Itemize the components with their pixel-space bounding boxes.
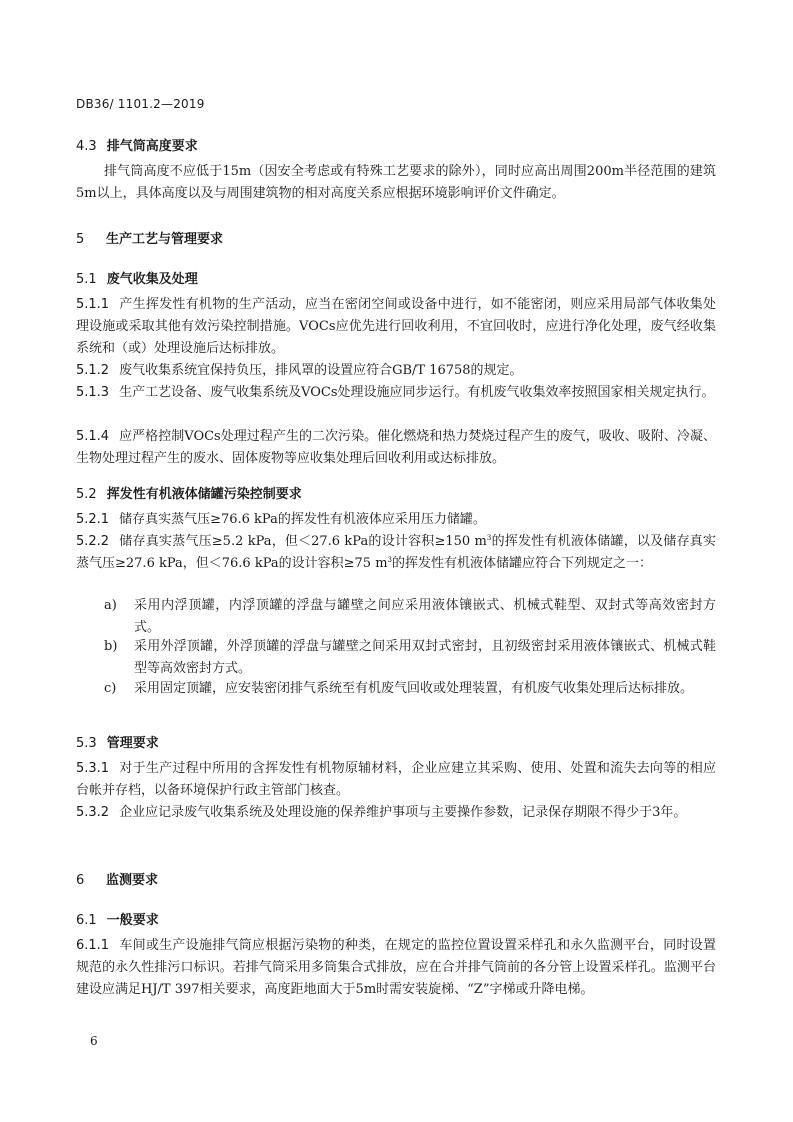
- list-marker: b): [104, 639, 118, 654]
- section-number: 6: [76, 873, 85, 888]
- clause-text: 废气收集系统宜保持负压，排风罩的设置应符合GB/T 16758的规定。: [119, 363, 523, 378]
- superscript: 3: [387, 556, 392, 564]
- heading-5-3: [76, 732, 159, 751]
- clause-text: 储存真实蒸气压≥76.6 kPa的挥发性有机液体应采用压力储罐。: [119, 512, 486, 527]
- clause-number: 5.1.4: [76, 429, 110, 444]
- section-title: 管理要求: [106, 736, 159, 751]
- heading-6-1: [76, 909, 159, 928]
- clause-text: 生产工艺设备、废气收集系统及VOCs处理设施应同步运行。有机废气收集效率按照国家相关规定执行。: [119, 385, 715, 400]
- list-item-text: 采用内浮顶罐，内浮顶罐的浮盘与罐壁之间应采用液体镶嵌式、机械式鞋型、双封式等高效密封方式。: [134, 598, 716, 635]
- list-marker: a): [104, 598, 117, 613]
- clause-text-part-1: 储存真实蒸气压≥5.2 kPa，但＜27.6 kPa的设计容积≥150 m: [119, 534, 487, 549]
- paragraph-4-3: 排气筒高度不应低于15m（因安全考虑或有特殊工艺要求的除外），同时应高出周围200m半径范围的建筑5m以上，具体高度以及与周围建筑物的相对高度关系应根据环境影响评价文件确定。: [76, 164, 716, 201]
- section-number: 6.1: [76, 913, 97, 928]
- clause-number: 5.1.2: [76, 363, 110, 378]
- section-title: 排气筒高度要求: [106, 139, 198, 154]
- section-title: 生产工艺与管理要求: [106, 232, 224, 247]
- section-title: 监测要求: [106, 873, 159, 888]
- list-item-c: [104, 678, 716, 700]
- list-item-b: [104, 636, 716, 680]
- list-marker: c): [104, 681, 117, 696]
- clause-5-2-1: [76, 509, 716, 531]
- section-title: 一般要求: [106, 913, 159, 928]
- clause-5-1-2: [76, 360, 716, 382]
- clause-number: 6.1.1: [76, 938, 110, 953]
- clause-5-3-2: [76, 802, 716, 824]
- clause-text: 对于生产过程中所用的含挥发性有机物原辅材料，企业应建立其采购、使用、处置和流失去向等的相应台帐并存档，以备环境保护行政主管部门核查。: [76, 761, 716, 798]
- list-item-a: [104, 595, 716, 639]
- clause-text: 产生挥发性有机物的生产活动，应当在密闭空间或设备中进行，如不能密闭，则应采用局部气体收集处理设施或采取其他有效污染控制措施。VOCs应优先进行回收利用，不宜回收时，应进行净化处理，废气经收集系统和（或）处理设施后达标排放。: [76, 297, 716, 356]
- section-number: 5.3: [76, 736, 97, 751]
- clause-text: 车间或生产设施排气筒应根据污染物的种类，在规定的监控位置设置采样孔和永久监测平台，同时设置规范的永久性排污口标识。若排气筒采用多筒集合式排放，应在合并排气筒前的各分管上设置采样孔。监测平台建设应满足HJ/T 397相关要求，高度距地面大于5m时需安装旋梯、“Z”字梯或升降电梯。: [76, 938, 716, 997]
- section-number: 4.3: [76, 139, 97, 154]
- clause-number: 5.1.1: [76, 297, 110, 312]
- list-item-text: 采用固定顶罐，应安装密闭排气系统至有机废气回收或处理装置，有机废气收集处理后达标排放。: [134, 681, 694, 696]
- clause-number: 5.2.1: [76, 512, 110, 527]
- clause-6-1-1: [76, 935, 716, 1001]
- list-item-text: 采用外浮顶罐，外浮顶罐的浮盘与罐壁之间采用双封式密封，且初级密封采用液体镶嵌式、机械式鞋型等高效密封方式。: [134, 639, 716, 676]
- clause-text: 应严格控制VOCs处理过程产生的二次污染。催化燃烧和热力焚烧过程产生的废气，吸收、吸附、冷凝、生物处理过程产生的废水、固体废物等应收集处理后回收利用或达标排放。: [76, 429, 716, 466]
- page-number: 6: [90, 1034, 98, 1048]
- section-title: 挥发性有机液体储罐污染控制要求: [106, 487, 302, 502]
- clause-number: 5.3.2: [76, 805, 110, 820]
- standard-code-header: DB36/ 1101.2—2019: [76, 97, 205, 111]
- superscript: 3: [486, 534, 492, 542]
- clause-text: 企业应记录废气收集系统及处理设施的保养维护事项与主要操作参数，记录保存期限不得少于3年。: [119, 805, 687, 820]
- clause-5-1-4: [76, 426, 716, 470]
- clause-text-part-3: 的挥发性有机液体储罐应符合下列规定之一：: [392, 556, 653, 571]
- heading-5-1: [76, 268, 198, 287]
- section-number: 5.2: [76, 487, 97, 502]
- clause-5-3-1: [76, 758, 716, 802]
- heading-5: [76, 228, 223, 247]
- section-number: 5: [76, 232, 85, 247]
- clause-5-1-1: [76, 294, 716, 360]
- clause-5-2-2: [76, 531, 716, 575]
- clause-text-part-2: 的挥发性有机液体储罐，以及储存真实蒸气压≥27.6 kPa，但＜76.6 kPa的设计容积≥75 m: [76, 534, 716, 571]
- clause-5-1-3: [76, 382, 716, 404]
- clause-number: 5.1.3: [76, 385, 110, 400]
- section-title: 废气收集及处理: [106, 272, 198, 287]
- section-number: 5.1: [76, 272, 97, 287]
- heading-6: [76, 869, 158, 888]
- clause-number: 5.2.2: [76, 534, 110, 549]
- clause-number: 5.3.1: [76, 761, 110, 776]
- heading-4-3: [76, 135, 198, 154]
- heading-5-2: [76, 483, 302, 502]
